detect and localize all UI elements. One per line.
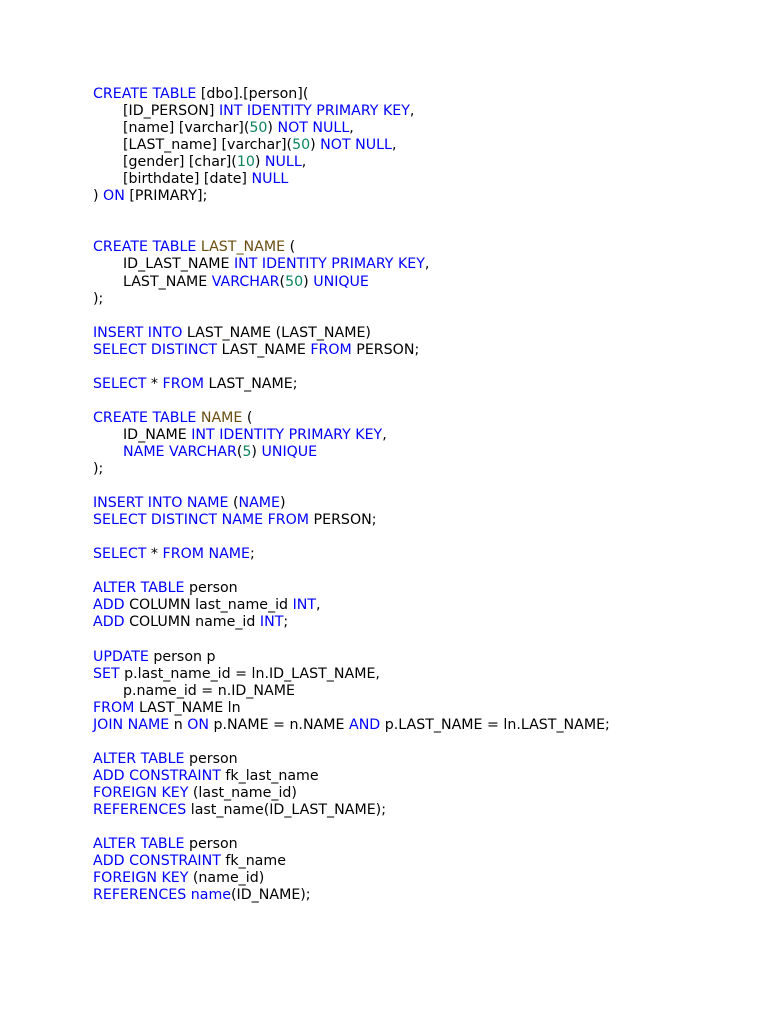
sql-text: [ID_PERSON] (123, 103, 219, 120)
sql-text: , (409, 103, 415, 120)
sql-text: ( (228, 495, 239, 512)
sql-text: COLUMN last_name_id (124, 597, 293, 614)
code-line (93, 785, 753, 802)
code-line (93, 836, 753, 853)
sql-keyword: SELECT (93, 546, 147, 563)
sql-keyword: ADD CONSTRAINT (93, 767, 221, 784)
sql-keyword: INT IDENTITY PRIMARY KEY (191, 426, 383, 443)
code-line (93, 171, 753, 188)
sql-keyword: CREATE TABLE (93, 86, 197, 102)
sql-text: last_name(ID_LAST_NAME); (186, 801, 386, 818)
sql-keyword: ALTER TABLE (93, 836, 185, 853)
sql-number: 50 (249, 120, 268, 137)
sql-text: * (146, 546, 163, 563)
sql-keyword: NOT NULL (277, 120, 350, 137)
sql-text: ) (303, 273, 314, 290)
sql-text: ) (267, 120, 278, 137)
sql-text: ( (279, 273, 286, 290)
sql-text: (ID_NAME); (231, 887, 311, 904)
sql-keyword: SELECT (93, 375, 147, 392)
blank-line (93, 393, 753, 410)
code-line (93, 188, 753, 205)
blank-line (93, 563, 753, 580)
sql-text: [LAST_name] [varchar]( (123, 137, 293, 154)
code-line (93, 461, 753, 478)
sql-text: ID_LAST_NAME (123, 256, 234, 273)
sql-text: p.name_id = n.ID_NAME (123, 682, 295, 699)
sql-keyword: ON (187, 716, 209, 733)
blank-line (93, 359, 753, 376)
sql-text: person (184, 580, 238, 597)
sql-number: 5 (242, 443, 252, 460)
sql-keyword: INT (259, 614, 284, 631)
code-line (93, 751, 753, 768)
sql-keyword: FOREIGN KEY (93, 870, 189, 887)
sql-text: * (146, 375, 163, 392)
code-line (93, 86, 753, 103)
sql-text: person (184, 750, 238, 767)
sql-text: p.NAME = n.NAME (208, 716, 349, 733)
sql-keyword: ALTER TABLE (93, 580, 185, 597)
sql-keyword: FROM (162, 375, 204, 392)
sql-number: 50 (285, 273, 304, 290)
sql-keyword: INT (292, 597, 317, 614)
sql-text: ; (283, 614, 289, 631)
sql-text: ) (93, 188, 104, 205)
code-line (93, 376, 753, 393)
code-line (93, 444, 753, 461)
sql-text: ; (250, 546, 255, 563)
sql-text: [dbo].[person]( (196, 86, 309, 102)
code-line (93, 649, 753, 666)
sql-keyword: FROM NAME (162, 546, 251, 563)
sql-text: , (316, 597, 321, 614)
sql-text: LAST_NAME (217, 341, 311, 358)
code-line (93, 870, 753, 887)
sql-keyword: NULL (251, 171, 289, 188)
code-line (93, 325, 753, 342)
sql-text: , (382, 426, 387, 443)
sql-identifier: LAST_NAME (200, 239, 286, 256)
code-line (93, 256, 753, 273)
sql-text: , (424, 256, 430, 273)
sql-keyword: REFERENCES name (93, 887, 232, 904)
sql-keyword: REFERENCES (93, 801, 187, 818)
sql-keyword: AND (348, 716, 381, 733)
sql-keyword: SELECT DISTINCT (93, 341, 218, 358)
sql-text: LAST_NAME (LAST_NAME) (182, 324, 371, 341)
code-line (93, 239, 753, 256)
code-line (93, 887, 753, 904)
sql-keyword: FROM (93, 699, 135, 716)
sql-text: person (184, 836, 238, 853)
blank-line (93, 529, 753, 546)
code-line (93, 120, 753, 137)
sql-text: ( (285, 239, 296, 256)
sql-text: [name] [varchar]( (123, 120, 250, 137)
sql-keyword: SET (93, 665, 120, 682)
code-line (93, 683, 753, 700)
sql-text: ID_NAME (123, 426, 192, 443)
code-line (93, 546, 753, 563)
sql-keyword: SELECT DISTINCT NAME FROM (93, 512, 310, 529)
sql-text: LAST_NAME; (203, 375, 298, 392)
blank-line (93, 478, 753, 495)
sql-keyword: FOREIGN KEY (93, 784, 189, 801)
code-line (93, 700, 753, 717)
sql-number: 50 (292, 137, 311, 154)
sql-text: ) (251, 443, 262, 460)
code-line (93, 666, 753, 683)
code-line (93, 410, 753, 427)
code-line (93, 291, 753, 308)
sql-keyword: ON (103, 188, 125, 205)
sql-keyword: NAME VARCHAR (123, 443, 237, 460)
code-line (93, 768, 753, 785)
blank-line (93, 819, 753, 836)
sql-text: p.LAST_NAME = ln.LAST_NAME; (380, 716, 610, 733)
sql-keyword: INT IDENTITY PRIMARY KEY (233, 256, 425, 273)
sql-keyword: NULL (264, 154, 302, 171)
code-line (93, 717, 753, 734)
sql-keyword: UNIQUE (261, 443, 318, 460)
sql-text: p.last_name_id = ln.ID_LAST_NAME, (119, 665, 380, 682)
sql-keyword: NOT NULL (320, 137, 392, 154)
sql-keyword: NAME (238, 495, 281, 512)
sql-keyword: CREATE TABLE (93, 409, 197, 426)
sql-text: fk_name (220, 853, 286, 870)
sql-text: LAST_NAME ln (134, 699, 241, 716)
blank-line (93, 222, 753, 239)
blank-line (93, 632, 753, 649)
sql-text: person p (148, 648, 216, 665)
sql-text: ); (93, 290, 104, 307)
sql-number: 10 (236, 154, 255, 171)
sql-text: (name_id) (188, 870, 265, 887)
sql-text: , (391, 137, 397, 154)
sql-keyword: FROM (310, 341, 352, 358)
blank-line (93, 734, 753, 751)
code-line (93, 512, 753, 529)
sql-text: ); (93, 461, 104, 478)
sql-text: ( (236, 443, 243, 460)
code-line (93, 154, 753, 171)
sql-text: PERSON; (351, 341, 420, 358)
sql-text: [gender] [char]( (123, 154, 237, 171)
sql-identifier: NAME (200, 409, 243, 426)
sql-keyword: UNIQUE (313, 273, 369, 290)
sql-keyword: INSERT INTO (93, 324, 183, 341)
sql-keyword: INT IDENTITY PRIMARY KEY (218, 103, 410, 120)
code-line (93, 580, 753, 597)
sql-text: fk_last_name (220, 767, 319, 784)
code-line (93, 614, 753, 631)
code-line (93, 137, 753, 154)
sql-text: , (349, 120, 354, 137)
code-line (93, 427, 753, 444)
sql-keyword: INSERT INTO NAME (93, 495, 229, 512)
code-line (93, 274, 753, 291)
sql-keyword: ALTER TABLE (93, 750, 185, 767)
code-line (93, 802, 753, 819)
code-line (93, 495, 753, 512)
sql-text: [birthdate] [date] (123, 171, 252, 188)
sql-text: COLUMN name_id (124, 614, 260, 631)
sql-text: ) (310, 137, 321, 154)
sql-text: (last_name_id) (188, 784, 297, 801)
sql-text: [PRIMARY]; (124, 188, 208, 205)
code-line (93, 342, 753, 359)
sql-text: PERSON; (309, 512, 377, 529)
sql-keyword: ADD CONSTRAINT (93, 853, 221, 870)
blank-line (93, 308, 753, 325)
code-line (93, 103, 753, 120)
sql-keyword: ADD (93, 614, 125, 631)
sql-text: LAST_NAME (123, 273, 212, 290)
sql-text: ) (254, 154, 265, 171)
code-line (93, 597, 753, 614)
sql-code-block (93, 86, 753, 904)
sql-keyword: ADD (93, 597, 125, 614)
sql-keyword: CREATE TABLE (93, 239, 197, 256)
sql-text: , (301, 154, 307, 171)
sql-keyword: JOIN NAME (93, 716, 170, 733)
blank-line (93, 205, 753, 222)
sql-text: ( (242, 409, 253, 426)
code-line (93, 853, 753, 870)
sql-text: ) (280, 495, 286, 512)
sql-keyword: VARCHAR (211, 273, 280, 290)
sql-text: n (169, 716, 188, 733)
sql-keyword: UPDATE (93, 648, 149, 665)
